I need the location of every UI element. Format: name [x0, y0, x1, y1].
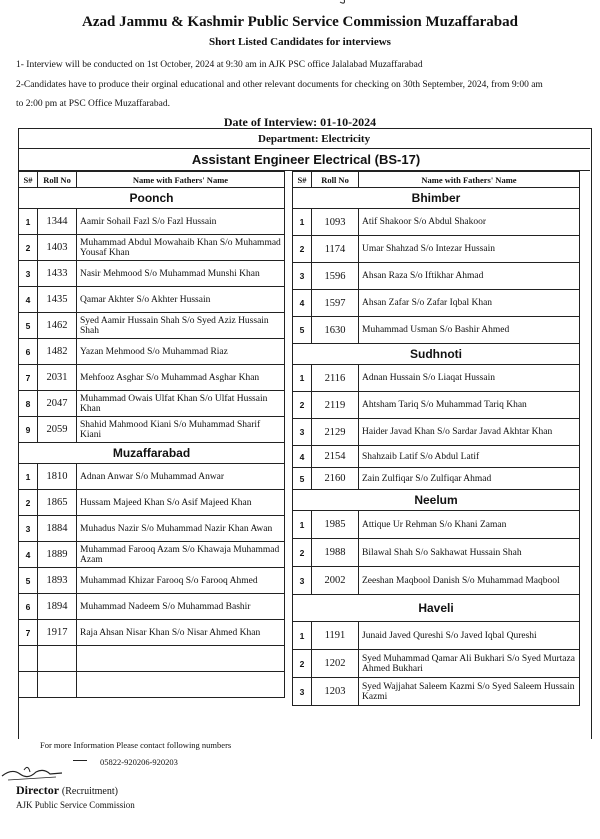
candidate-name: Muhammad Farooq Azam S/o Khawaja Muhammad Azam — [77, 542, 285, 568]
serial-number: 3 — [293, 419, 312, 446]
col-name: Name with Fathers' Name — [359, 172, 580, 188]
candidate-name: Ahsan Raza S/o Iftikhar Ahmad — [359, 263, 580, 290]
table-row — [19, 490, 285, 516]
serial-number: 5 — [293, 468, 312, 490]
roll-number: 2160 — [312, 468, 359, 490]
serial-number: 7 — [19, 620, 38, 646]
table-row — [19, 339, 285, 365]
serial-number: 2 — [293, 539, 312, 567]
district-heading: Muzaffarabad — [19, 443, 285, 464]
serial-number: 1 — [293, 511, 312, 539]
table-row — [19, 594, 285, 620]
serial-number: 2 — [293, 650, 312, 678]
col-roll: Roll No — [38, 172, 77, 188]
contact-info-text: For more Information Please contact following numbers — [40, 740, 232, 750]
roll-number: 1917 — [38, 620, 77, 646]
table-header-row — [293, 172, 580, 188]
table-row — [293, 678, 580, 706]
roll-number: 1093 — [312, 209, 359, 236]
candidate-name: Zeeshan Maqbool Danish S/o Muhammad Maqbool — [359, 567, 580, 595]
serial-number: 1 — [293, 209, 312, 236]
roll-number: 2129 — [312, 419, 359, 446]
interview-date: Date of Interview: 01-10-2024 — [223, 115, 377, 129]
candidate-name: Qamar Akhter S/o Akhter Hussain — [77, 287, 285, 313]
district-heading: Neelum — [293, 490, 580, 511]
table-row — [293, 419, 580, 446]
serial-number: 4 — [293, 290, 312, 317]
serial-number: 4 — [19, 287, 38, 313]
roll-number: 1344 — [38, 209, 77, 235]
candidate-name: Muhammad Abdul Mowahaib Khan S/o Muhammad Yousaf Khan — [77, 235, 285, 261]
table-row — [19, 209, 285, 235]
candidate-name: Aamir Sohail Fazl S/o Fazl Hussain — [77, 209, 285, 235]
table-row — [293, 365, 580, 392]
serial-number: 7 — [19, 365, 38, 391]
organization-name: AJK Public Service Commission — [16, 800, 135, 810]
district-heading: Sudhnoti — [293, 344, 580, 365]
roll-number: 1889 — [38, 542, 77, 568]
roll-number: 2047 — [38, 391, 77, 417]
left-candidate-table — [18, 171, 285, 698]
table-row — [19, 464, 285, 490]
candidate-name: Nasir Mehmood S/o Muhammad Munshi Khan — [77, 261, 285, 287]
candidate-name: Muhammad Owais Ulfat Khan S/o Ulfat Hussain Khan — [77, 391, 285, 417]
candidate-name: Mehfooz Asghar S/o Muhammad Asghar Khan — [77, 365, 285, 391]
roll-number: 1630 — [312, 317, 359, 344]
table-row — [19, 620, 285, 646]
serial-number: 5 — [293, 317, 312, 344]
dash-mark — [73, 760, 87, 761]
serial-number: 2 — [293, 392, 312, 419]
roll-number: 1482 — [38, 339, 77, 365]
district-heading: Bhimber — [293, 188, 580, 209]
serial-number: 3 — [19, 261, 38, 287]
candidate-name: Junaid Javed Qureshi S/o Javed Iqbal Qureshi — [359, 622, 580, 650]
table-row — [293, 539, 580, 567]
candidate-name: Haider Javad Khan S/o Sardar Javad Akhtar Khan — [359, 419, 580, 446]
serial-number: 9 — [19, 417, 38, 443]
col-roll: Roll No — [312, 172, 359, 188]
roll-number: 1203 — [312, 678, 359, 706]
empty-row — [19, 646, 285, 672]
candidate-name: Syed Wajjahat Saleem Kazmi S/o Syed Saleem Hussain Kazmi — [359, 678, 580, 706]
table-row — [293, 650, 580, 678]
candidate-name: Muhammad Khizar Farooq S/o Farooq Ahmed — [77, 568, 285, 594]
serial-number: 1 — [293, 365, 312, 392]
candidate-name: Muhammad Usman S/o Bashir Ahmed — [359, 317, 580, 344]
serial-number: 2 — [19, 235, 38, 261]
roll-number: 2031 — [38, 365, 77, 391]
signatory-title — [16, 783, 118, 798]
table-row — [19, 261, 285, 287]
table-row — [19, 417, 285, 443]
candidate-name: Muhadus Nazir S/o Muhammad Nazir Khan Awan — [77, 516, 285, 542]
col-sn: S# — [293, 172, 312, 188]
serial-number: 2 — [19, 490, 38, 516]
note-2: 2-Candidates have to produce their orginal educational and other relevant documents for checking on 30th September, 2024, from 9:00 am — [16, 80, 543, 90]
table-row — [293, 317, 580, 344]
roll-number: 1597 — [312, 290, 359, 317]
candidate-name: Raja Ahsan Nisar Khan S/o Nisar Ahmed Khan — [77, 620, 285, 646]
table-row — [293, 290, 580, 317]
candidate-name: Atif Shakoor S/o Abdul Shakoor — [359, 209, 580, 236]
district-heading: Haveli — [293, 595, 580, 622]
serial-number: 5 — [19, 313, 38, 339]
roll-number: 1810 — [38, 464, 77, 490]
table-row — [293, 446, 580, 468]
roll-number: 1988 — [312, 539, 359, 567]
table-row — [293, 236, 580, 263]
serial-number: 6 — [19, 339, 38, 365]
roll-number: 1894 — [38, 594, 77, 620]
table-row — [19, 568, 285, 594]
note-2-continued: to 2:00 pm at PSC Office Muzaffarabad. — [16, 99, 170, 109]
director-label: Director — [16, 783, 59, 797]
roll-number: 1174 — [312, 236, 359, 263]
roll-number: 1893 — [38, 568, 77, 594]
district-heading: Poonch — [19, 188, 285, 209]
table-row — [19, 516, 285, 542]
serial-number: 4 — [293, 446, 312, 468]
serial-number: 1 — [19, 209, 38, 235]
candidate-name: Muhammad Nadeem S/o Muhammad Bashir — [77, 594, 285, 620]
serial-number: 3 — [293, 263, 312, 290]
serial-number: 1 — [19, 464, 38, 490]
table-row — [293, 622, 580, 650]
table-row — [293, 209, 580, 236]
roll-number: 1462 — [38, 313, 77, 339]
table-row — [293, 468, 580, 490]
roll-number: 2116 — [312, 365, 359, 392]
candidate-name: Syed Aamir Hussain Shah S/o Syed Aziz Hussain Shah — [77, 313, 285, 339]
serial-number: 3 — [19, 516, 38, 542]
serial-number: 8 — [19, 391, 38, 417]
table-row — [293, 392, 580, 419]
divider — [18, 148, 590, 149]
table-row — [19, 235, 285, 261]
candidate-name: Ahtsham Tariq S/o Muhammad Tariq Khan — [359, 392, 580, 419]
serial-number: 3 — [293, 567, 312, 595]
roll-number: 1865 — [38, 490, 77, 516]
table-row — [293, 511, 580, 539]
table-header-row — [19, 172, 285, 188]
serial-number: 1 — [293, 622, 312, 650]
table-row — [19, 287, 285, 313]
department: Department: Electricity — [258, 133, 371, 145]
roll-number: 1435 — [38, 287, 77, 313]
candidate-name: Syed Muhammad Qamar Ali Bukhari S/o Syed Murtaza Ahmed Bukhari — [359, 650, 580, 678]
roll-number: 1202 — [312, 650, 359, 678]
candidate-name: Hussam Majeed Khan S/o Asif Majeed Khan — [77, 490, 285, 516]
roll-number: 2059 — [38, 417, 77, 443]
note-1: 1- Interview will be conducted on 1st October, 2024 at 9:30 am in AJK PSC office Jalalabad Muzaffarabad — [16, 60, 423, 70]
signature-icon — [0, 762, 70, 784]
right-candidate-table — [292, 171, 580, 706]
table-row — [19, 365, 285, 391]
roll-number: 2154 — [312, 446, 359, 468]
director-suffix: (Recruitment) — [61, 786, 118, 797]
candidate-name: Adnan Anwar S/o Muhammad Anwar — [77, 464, 285, 490]
roll-number: 1191 — [312, 622, 359, 650]
table-row — [293, 567, 580, 595]
page-corner-mark — [337, 0, 351, 12]
phone-numbers: 05822-920206-920203 — [100, 757, 178, 767]
candidate-name: Shahid Mahmood Kiani S/o Muhammad Sharif Kiani — [77, 417, 285, 443]
post-title: Assistant Engineer Electrical (BS-17) — [191, 152, 421, 167]
col-name: Name with Fathers' Name — [77, 172, 285, 188]
candidate-name: Bilawal Shah S/o Sakhawat Hussain Shah — [359, 539, 580, 567]
serial-number: 5 — [19, 568, 38, 594]
candidate-name: Zain Zulfiqar S/o Zulfiqar Ahmad — [359, 468, 580, 490]
candidate-name: Ahsan Zafar S/o Zafar Iqbal Khan — [359, 290, 580, 317]
table-row — [19, 391, 285, 417]
candidate-name: Umar Shahzad S/o Intezar Hussain — [359, 236, 580, 263]
roll-number: 2002 — [312, 567, 359, 595]
serial-number: 6 — [19, 594, 38, 620]
serial-number: 4 — [19, 542, 38, 568]
page-subtitle: Short Listed Candidates for interviews — [209, 36, 391, 48]
serial-number: 2 — [293, 236, 312, 263]
table-row — [19, 313, 285, 339]
candidate-name: Shahzaib Latif S/o Abdul Latif — [359, 446, 580, 468]
roll-number: 1985 — [312, 511, 359, 539]
roll-number: 2119 — [312, 392, 359, 419]
roll-number: 1596 — [312, 263, 359, 290]
empty-row — [19, 672, 285, 698]
roll-number: 1884 — [38, 516, 77, 542]
col-sn: S# — [19, 172, 38, 188]
roll-number: 1403 — [38, 235, 77, 261]
candidate-name: Yazan Mehmood S/o Muhammad Riaz — [77, 339, 285, 365]
table-row — [293, 263, 580, 290]
serial-number: 3 — [293, 678, 312, 706]
candidate-name: Adnan Hussain S/o Liaqat Hussain — [359, 365, 580, 392]
table-row — [19, 542, 285, 568]
candidate-name: Attique Ur Rehman S/o Khani Zaman — [359, 511, 580, 539]
roll-number: 1433 — [38, 261, 77, 287]
page-title: Azad Jammu & Kashmir Public Service Commission Muzaffarabad — [82, 14, 518, 30]
